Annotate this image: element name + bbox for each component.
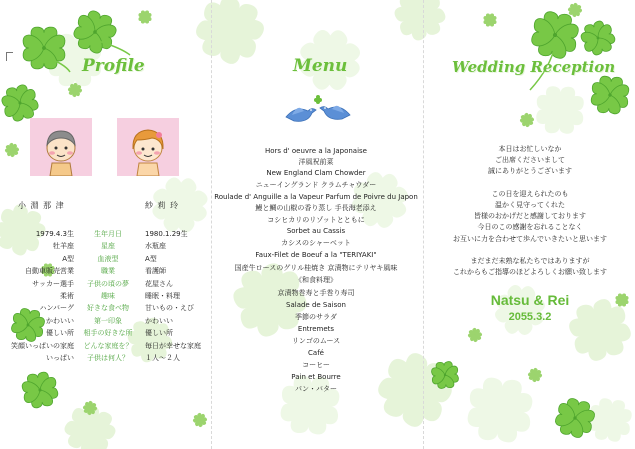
fold-line-right bbox=[423, 0, 424, 449]
profile-bride-value: 花屋さん bbox=[145, 279, 173, 288]
clover-icon bbox=[138, 10, 151, 23]
menu-item: Entremets bbox=[297, 325, 335, 333]
profile-groom-value: 笑顔いっぱいの家庭 bbox=[11, 341, 74, 350]
profile-bride-value: A型 bbox=[145, 254, 157, 263]
menu-item: 京漬物巻寿と手巻り寿司 bbox=[277, 289, 355, 297]
bluebirds-icon bbox=[282, 95, 354, 131]
bride-avatar-icon bbox=[117, 118, 179, 176]
clover-icon bbox=[578, 18, 618, 58]
wedding-message-line: 誠にありがとうございます bbox=[488, 167, 572, 176]
groom-name: 小 淵 那 津 bbox=[18, 201, 65, 210]
profile-bride-value: 水瓶座 bbox=[145, 242, 166, 251]
wedding-message-line: お互いに力を合わせて歩んでいきたいと思います bbox=[453, 234, 607, 243]
profile-groom-value: 優しい所 bbox=[46, 329, 74, 338]
wedding-message-line: 皆様のおかげだと感謝しております bbox=[474, 212, 586, 221]
profile-groom-value: かわいい bbox=[46, 316, 74, 325]
profile-groom-value: A型 bbox=[62, 254, 74, 263]
menu-item: Salade de Saison bbox=[286, 301, 346, 309]
menu-item: Faux-Filet de Boeuf a la "TERIYAKI" bbox=[255, 251, 377, 259]
clover-icon bbox=[483, 13, 496, 26]
profile-row-label: 子供は何人？ bbox=[87, 354, 129, 362]
profile-bride-value: かわいい bbox=[145, 316, 173, 325]
profile-row-label: 第一印象 bbox=[94, 316, 122, 325]
menu-item: ニューイングランド クラムチャウダー bbox=[255, 181, 377, 189]
profile-bride-value: 睡眠・料理 bbox=[145, 292, 180, 300]
wedding-message-line: まだまだ未熟な私たちではありますが bbox=[470, 257, 590, 265]
wedding-message-line: この日を迎えられたのも bbox=[491, 189, 569, 198]
clover-icon bbox=[191, 411, 209, 429]
wedding-message-line: 温かく見守ってくれた bbox=[495, 201, 565, 209]
bride-portrait bbox=[117, 118, 179, 176]
profile-groom-value: 1979.4.3生 bbox=[35, 230, 74, 238]
menu-heading: Menu bbox=[293, 56, 348, 76]
profile-groom-value: 柔術 bbox=[60, 292, 74, 300]
clover-icon bbox=[466, 376, 535, 445]
profile-row-label: 相手の好きな所 bbox=[83, 329, 133, 338]
menu-item: Roulade d' Anguille a la Vapeur Parfum de Poivre du Japon bbox=[214, 193, 418, 201]
profile-groom-value: サッカー選手 bbox=[32, 279, 74, 288]
menu-item: コシヒカリのリゾットとともに bbox=[267, 216, 365, 224]
wedding-message-line: 今日のこの感謝を忘れることなく bbox=[477, 223, 583, 232]
menu-item: リンゴのムース bbox=[291, 337, 341, 345]
wedding-heading: Wedding Reception bbox=[452, 58, 616, 76]
corner-mark bbox=[6, 52, 13, 61]
profile-bride-value: 看護師 bbox=[145, 267, 166, 276]
menu-item: Pain et Bourre bbox=[291, 373, 341, 381]
profile-bride-value: 1980.1.29生 bbox=[145, 230, 188, 238]
clover-icon bbox=[487, 277, 553, 343]
menu-item: パン・バター bbox=[295, 385, 337, 393]
menu-item: カシスのシャーベット bbox=[281, 239, 351, 247]
profile-groom-value: 自動車販売営業 bbox=[25, 267, 74, 276]
menu-item: コーヒー bbox=[302, 361, 330, 369]
clover-icon bbox=[518, 111, 536, 129]
menu-item: 《和食料理》 bbox=[295, 276, 337, 284]
profile-groom-value: ハンバーグ bbox=[39, 304, 74, 313]
profile-groom-value: いっぱい bbox=[46, 354, 74, 362]
profile-row-label: 血液型 bbox=[97, 254, 119, 263]
menu-item: 鰻と鯛の山椒の香り蒸し 手長海老添え bbox=[255, 204, 377, 212]
profile-bride-value: 毎日が幸せな家庭 bbox=[145, 341, 201, 350]
profile-row-label: 職業 bbox=[101, 267, 115, 276]
profile-bride-value: 甘いもの・えび bbox=[145, 304, 194, 313]
profile-row-label: 好きな食べ物 bbox=[87, 304, 129, 313]
profile-row-label: 生年月日 bbox=[94, 230, 122, 238]
menu-item: New England Clam Chowder bbox=[266, 169, 366, 177]
menu-item: Sorbet au Cassis bbox=[286, 227, 346, 235]
profile-row-label: 趣味 bbox=[101, 292, 115, 300]
wedding-date: 2055.3.2 bbox=[508, 311, 552, 323]
menu-item: Hors d' oeuvre a la Japonaise bbox=[265, 147, 367, 155]
clover-icon bbox=[553, 396, 598, 441]
wedding-message-line: これからもご指導のほどよろしくお願い致します bbox=[453, 268, 607, 277]
menu-item: Café bbox=[308, 349, 324, 357]
profile-row-label: 子供の頃の夢 bbox=[87, 279, 129, 288]
profile-bride-value: １人～２人 bbox=[145, 354, 180, 362]
profile-heading: Profile bbox=[82, 56, 145, 76]
wedding-message-line: ご出席くださいまして bbox=[495, 156, 565, 165]
clover-icon bbox=[529, 9, 580, 60]
groom-portrait bbox=[30, 118, 92, 176]
clover-icon bbox=[590, 75, 630, 115]
groom-avatar-icon bbox=[30, 118, 92, 176]
menu-item: 洋風祝前菜 bbox=[298, 158, 334, 166]
clover-icon bbox=[3, 141, 21, 159]
couple-names: Natsu & Rei bbox=[490, 292, 570, 308]
wedding-message-line: 本日はお忙しいなか bbox=[498, 145, 562, 153]
clover-icon bbox=[526, 366, 544, 384]
clover-icon bbox=[20, 370, 59, 409]
clover-icon bbox=[279, 374, 340, 435]
clover-icon bbox=[586, 396, 633, 443]
profile-row-label: 星座 bbox=[101, 242, 115, 251]
clover-icon bbox=[390, 0, 451, 45]
menu-item: 季節のサラダ bbox=[295, 313, 337, 321]
profile-bride-value: 優しい所 bbox=[145, 329, 173, 338]
clover-icon bbox=[189, 0, 271, 71]
clover-icon bbox=[536, 86, 585, 135]
profile-groom-value: 牡羊座 bbox=[53, 242, 74, 251]
menu-item: 国産牛ロースのグリル桂焼き 京漬物にテリヤキ風味 bbox=[234, 264, 398, 272]
bride-name: 紗 莉 玲 bbox=[145, 201, 180, 210]
clover-icon bbox=[466, 326, 484, 344]
profile-row-label: どんな家庭を？ bbox=[83, 341, 133, 350]
